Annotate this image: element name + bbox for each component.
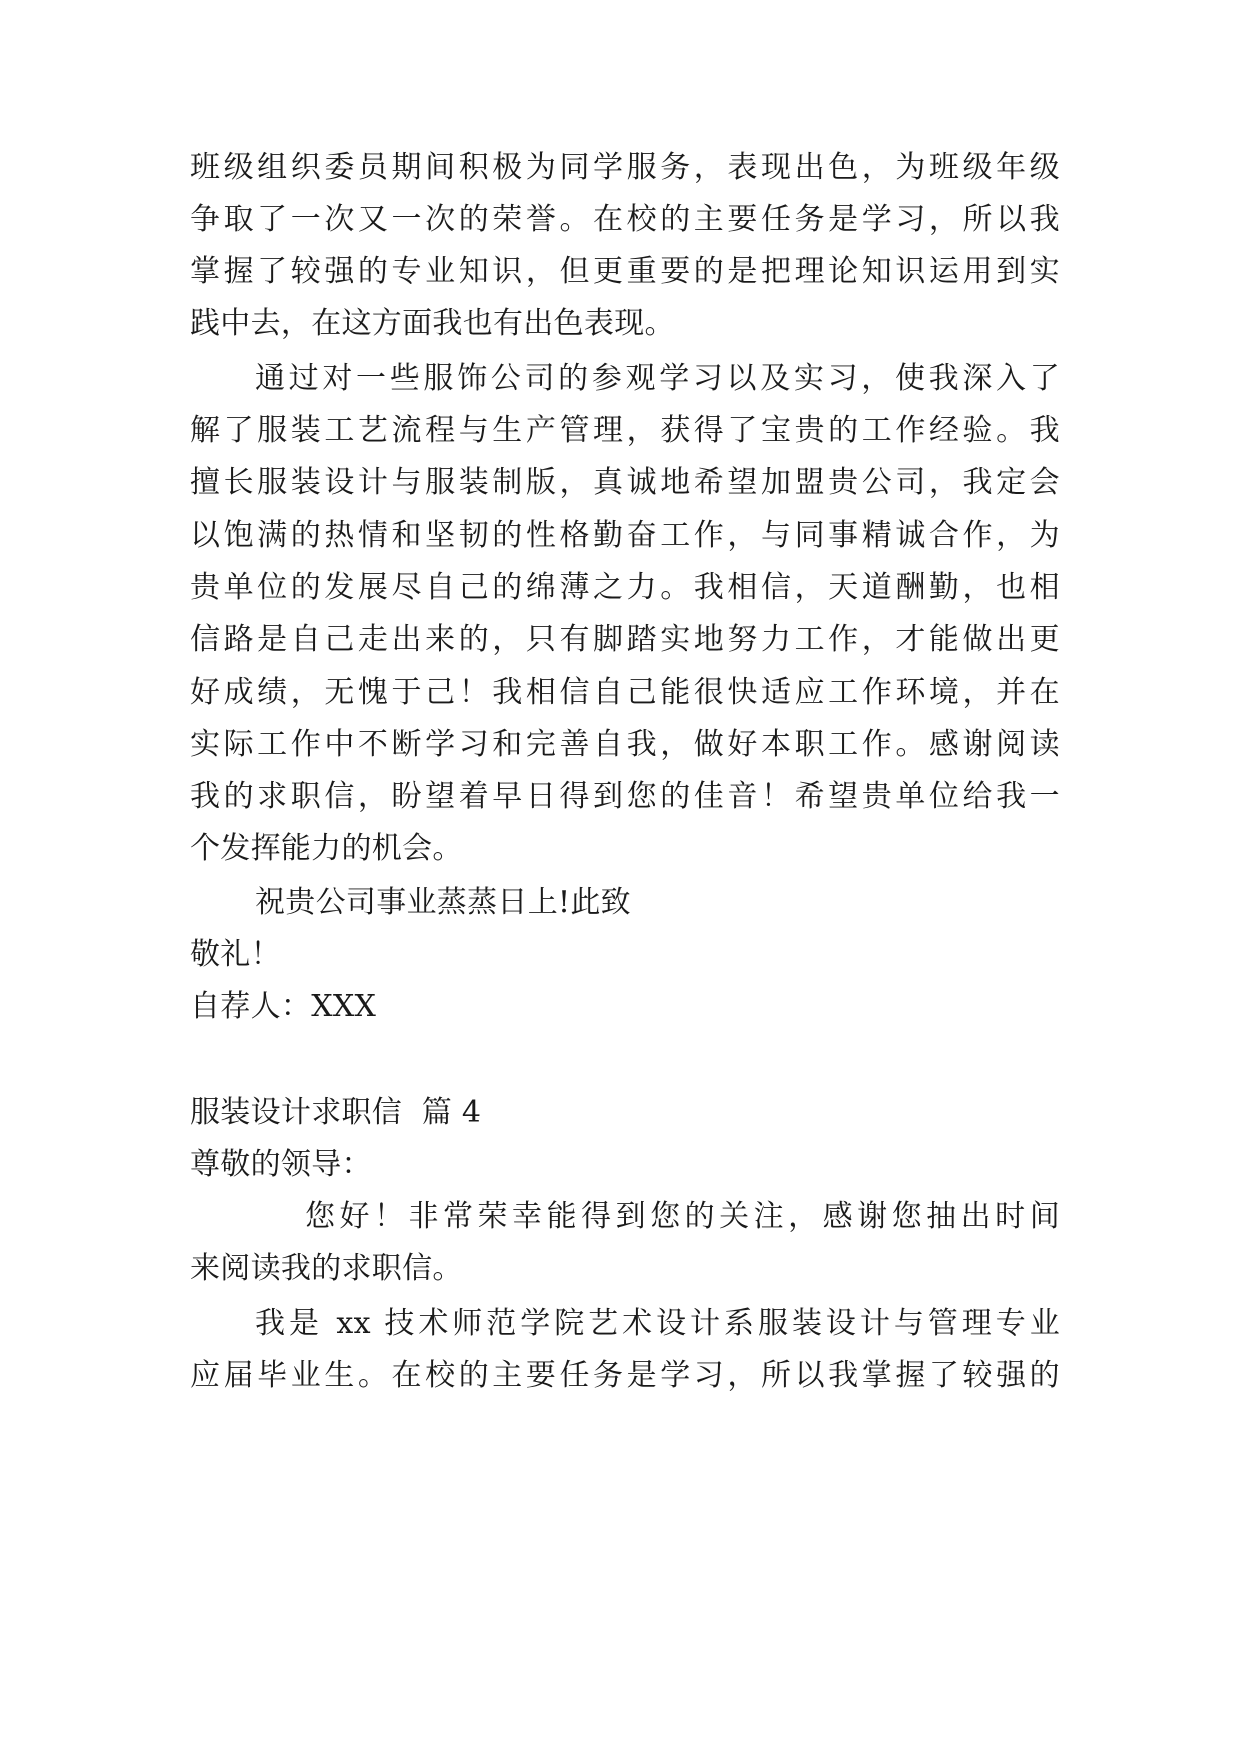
text-line: 您好！非常荣幸能得到您的关注，感谢您抽出时间 [305, 1199, 1060, 1234]
text-line: 争取了一次又一次的荣誉。在校的主要任务是学习，所以我 [190, 202, 1060, 237]
closing-wish: 祝贵公司事业蒸蒸日上!此致 [255, 885, 631, 920]
text-line: 班级组织委员期间积极为同学服务，表现出色，为班级年级 [190, 150, 1060, 185]
text-line: 信路是自己走出来的，只有脚踏实地努力工作，才能做出更 [190, 622, 1060, 657]
text-line: 来阅读我的求职信。 [190, 1251, 463, 1286]
text-line: 通过对一些服饰公司的参观学习以及实习，使我深入了 [255, 361, 1060, 396]
text-line: 解了服装工艺流程与生产管理，获得了宝贵的工作经验。我 [190, 413, 1060, 448]
text-line: 以饱满的热情和坚韧的性格勤奋工作，与同事精诚合作，为 [190, 518, 1060, 553]
section-title: 服装设计求职信 篇 4 [190, 1095, 482, 1130]
text-line: 掌握了较强的专业知识，但更重要的是把理论知识运用到实 [190, 254, 1060, 289]
text-line: 实际工作中不断学习和完善自我，做好本职工作。感谢阅读 [190, 727, 1060, 762]
greeting: 尊敬的领导： [190, 1147, 372, 1182]
text-line: 好成绩，无愧于己！我相信自己能很快适应工作环境，并在 [190, 675, 1060, 710]
text-line: 我是 xx 技术师范学院艺术设计系服装设计与管理专业 [255, 1306, 1060, 1341]
text-line: 应届毕业生。在校的主要任务是学习，所以我掌握了较强的 [190, 1358, 1060, 1393]
closing-salute: 敬礼！ [190, 937, 281, 972]
text-line: 贵单位的发展尽自己的绵薄之力。我相信，天道酬勤，也相 [190, 570, 1060, 605]
text-line: 个发挥能力的机会。 [190, 831, 463, 866]
text-line: 践中去，在这方面我也有出色表现。 [190, 306, 675, 341]
text-line: 我的求职信，盼望着早日得到您的佳音！希望贵单位给我一 [190, 779, 1060, 814]
text-line: 擅长服装设计与服装制版，真诚地希望加盟贵公司，我定会 [190, 465, 1060, 500]
signature: 自荐人：XXX [190, 989, 377, 1024]
